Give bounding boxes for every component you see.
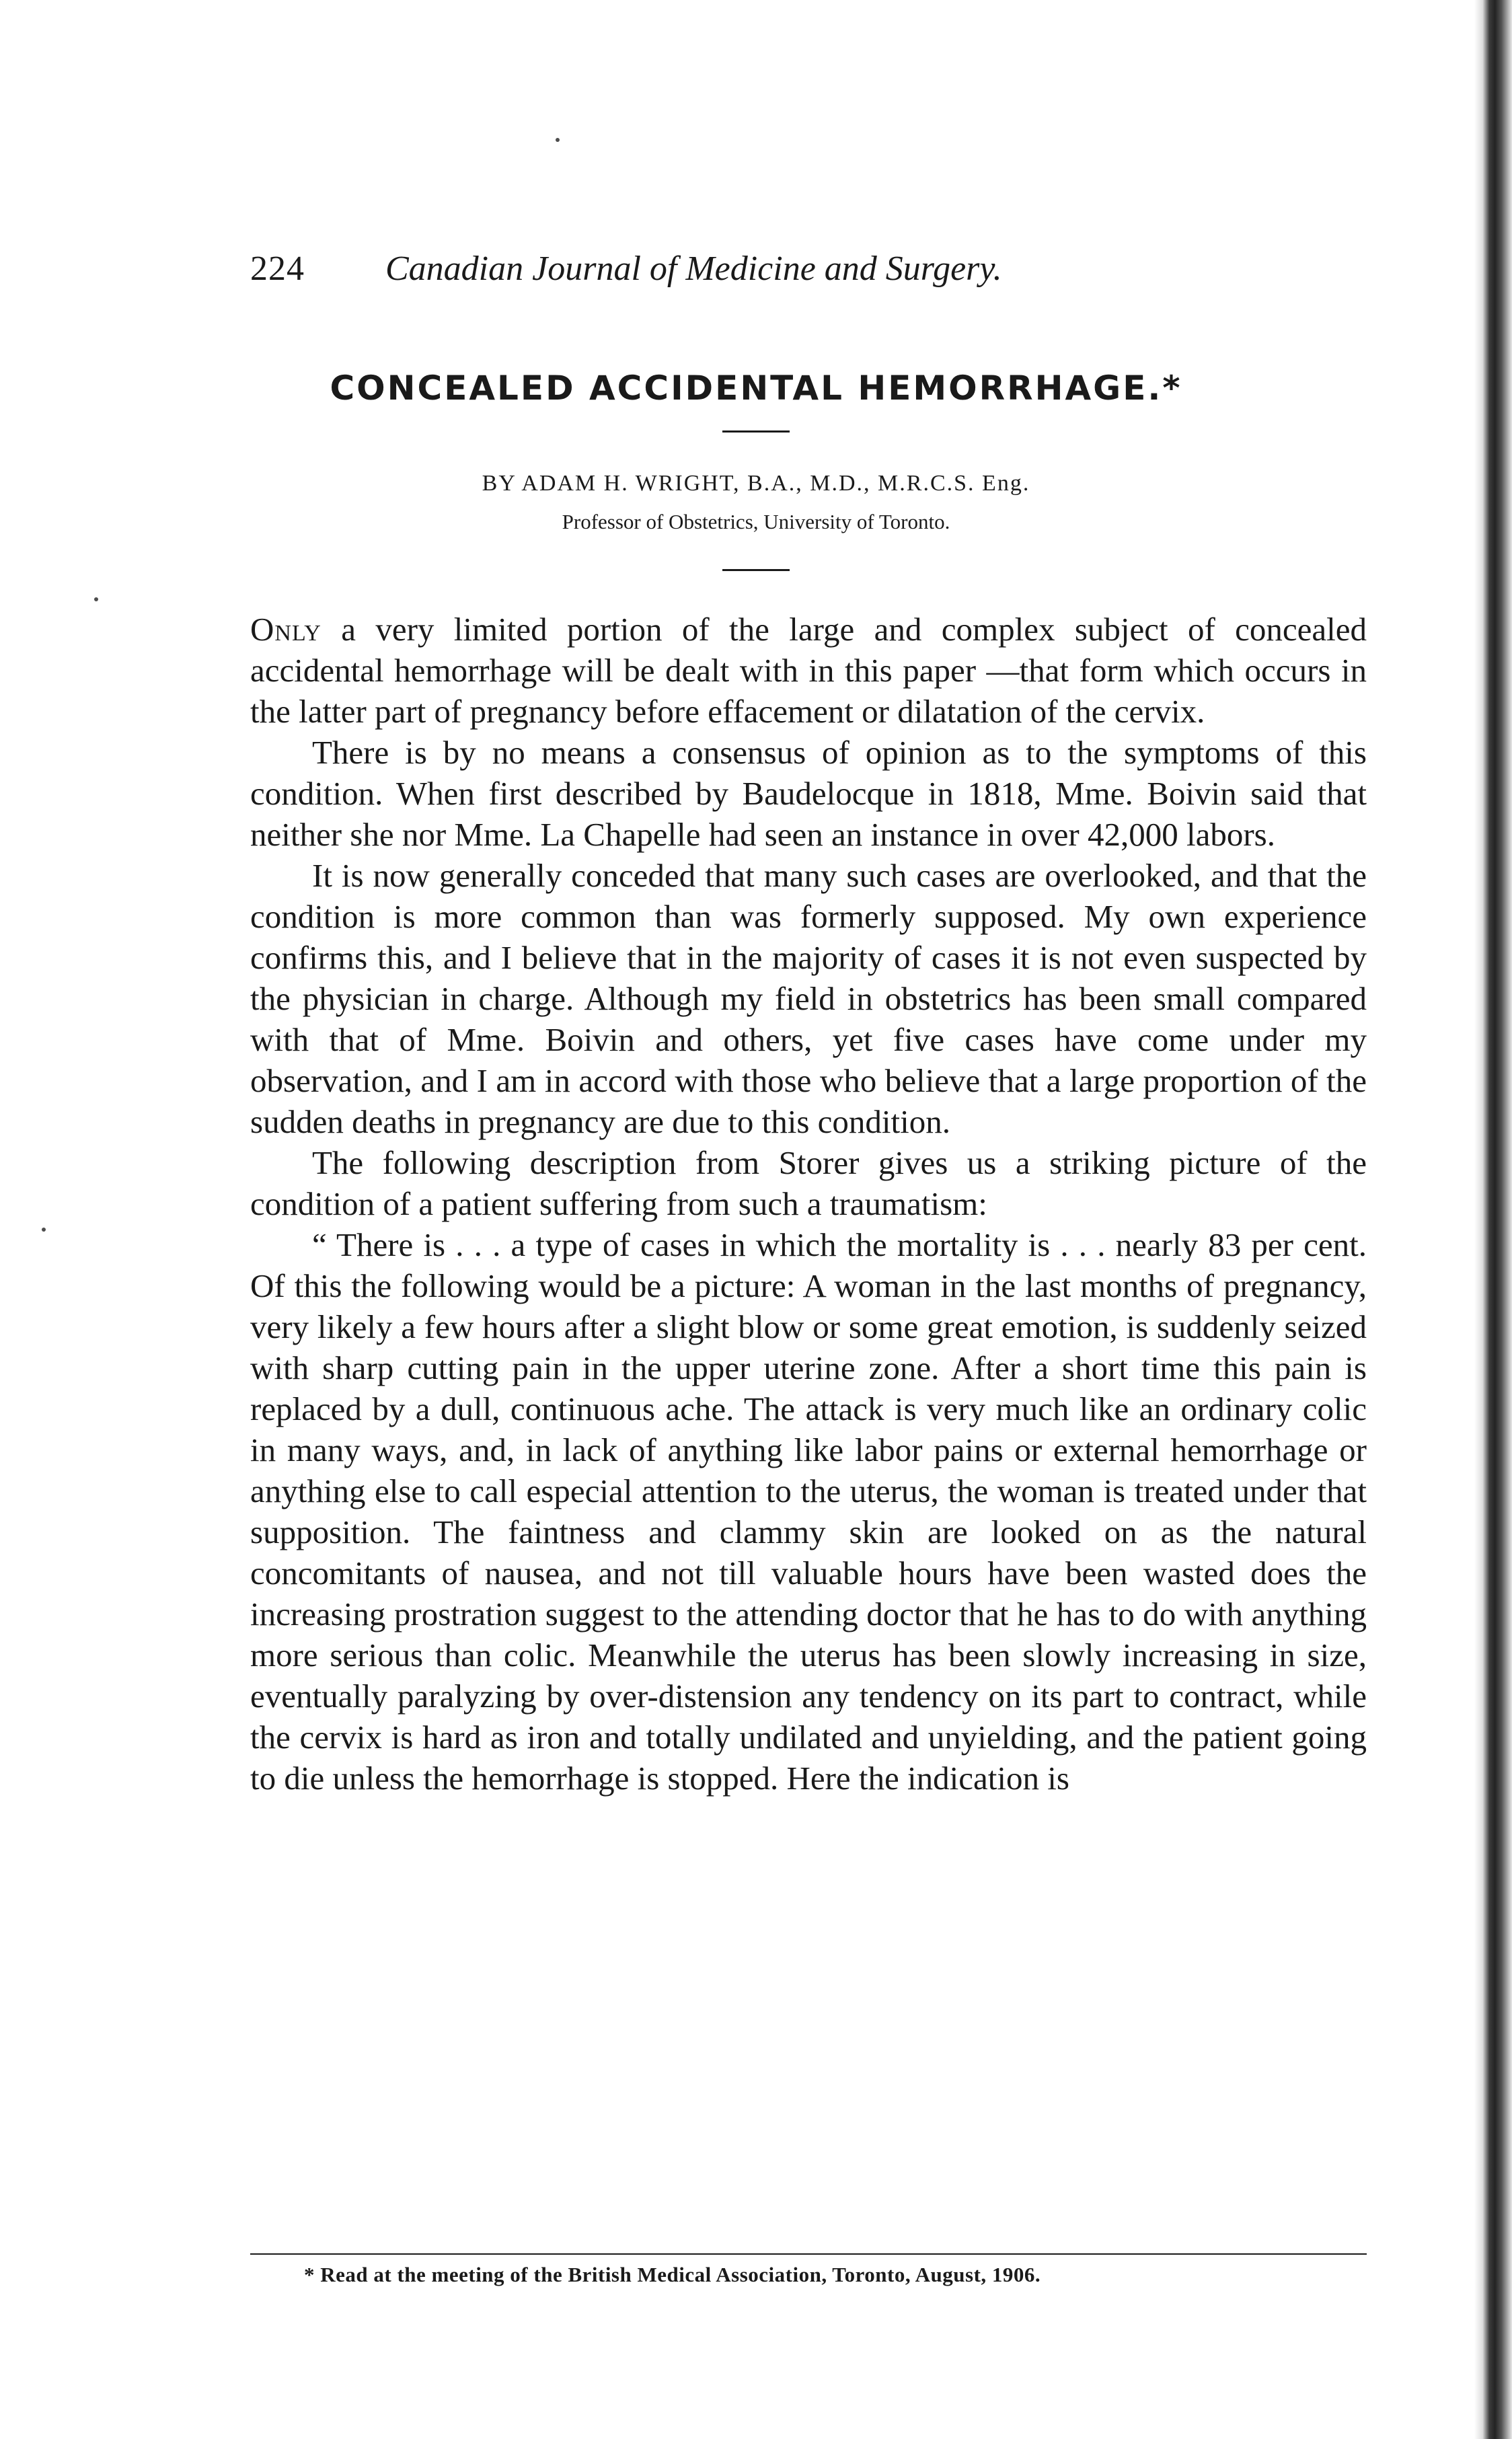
paragraph-2: There is by no means a consensus of opinion as to the symptoms of this condition. When first described by Baudelocque in 1818, Mme. Boivin said that neither she nor Mme. La Chapelle had seen an instance in over 42,000 labors. xyxy=(250,734,1367,853)
paragraph-1 xyxy=(250,609,1367,732)
scan-speck xyxy=(94,597,98,601)
footnote-rule xyxy=(250,2253,1367,2255)
running-head xyxy=(250,249,1367,289)
footnote: * Read at the meeting of the British Medical Association, Toronto, August, 1906. xyxy=(304,2263,1041,2286)
title-rule xyxy=(722,430,790,433)
article-body xyxy=(250,609,1367,1799)
article-title: CONCEALED ACCIDENTAL HEMORRHAGE.* xyxy=(330,369,1182,408)
byline-rule xyxy=(722,569,790,571)
paragraph-1-lead: Only xyxy=(250,611,322,648)
author-affiliation: Professor of Obstetrics, University of Toronto. xyxy=(562,510,950,533)
paragraph-1-text: a very limited portion of the large and complex subject of concealed accidental hemorrhage will be dealt with in this paper —that form which occurs in the latter part of pregnancy before effacement or dilatation of the cervix. xyxy=(250,611,1367,730)
paragraph-3: It is now generally conceded that many such cases are overlooked, and that the condition is more common than was formerly supposed. My own experience confirms this, and I believe that in the majority of cases it is not even suspected by the physician in charge. Although my field in obstetrics has been small compared with that of Mme. Boivin and others, yet five cases have come under my observation, and I am in accord with those who believe that a large proportion of the sudden deaths in pregnancy are due to this condition. xyxy=(250,857,1367,1140)
paragraph-5-quotation: “ There is . . . a type of cases in which the mortality is . . . nearly 83 per cent. Of this the following would be a picture: A woman in the last months of pregnancy, very likely a few hours after a slight blow or some great emotion, is suddenly seized with sharp cutting pain in the upper uterine zone. After a short time this pain is replaced by a dull, continuous ache. The attack is very much like an ordinary colic in many ways, and, in lack of anything like labor pains or external hemorrhage or anything else to call especial attention to the uterus, the woman is treated under that supposition. The faintness and clammy skin are looked on as the natural concomitants of nausea, and not till valuable hours have been wasted does the increasing prostration suggest to the attending doctor that he has to do with anything more serious than colic. Meanwhile the uterus has been slowly increasing in size, eventually paralyzing by over-distension any tendency on its part to contract, while the cervix is hard as iron and totally undilated and unyielding, and the patient going to die unless the hemorrhage is stopped. Here the indication is xyxy=(250,1226,1367,1797)
scan-speck xyxy=(556,138,560,142)
scan-edge-shadow xyxy=(1474,0,1512,2439)
scan-speck xyxy=(42,1228,46,1232)
byline: BY ADAM H. WRIGHT, B.A., M.D., M.R.C.S. Eng. xyxy=(482,471,1030,496)
journal-title: Canadian Journal of Medicine and Surgery. xyxy=(385,250,1002,288)
paragraph-4: The following description from Storer gives us a striking picture of the condition of a patient suffering from such a traumatism: xyxy=(250,1144,1367,1222)
page-number: 224 xyxy=(250,250,305,288)
